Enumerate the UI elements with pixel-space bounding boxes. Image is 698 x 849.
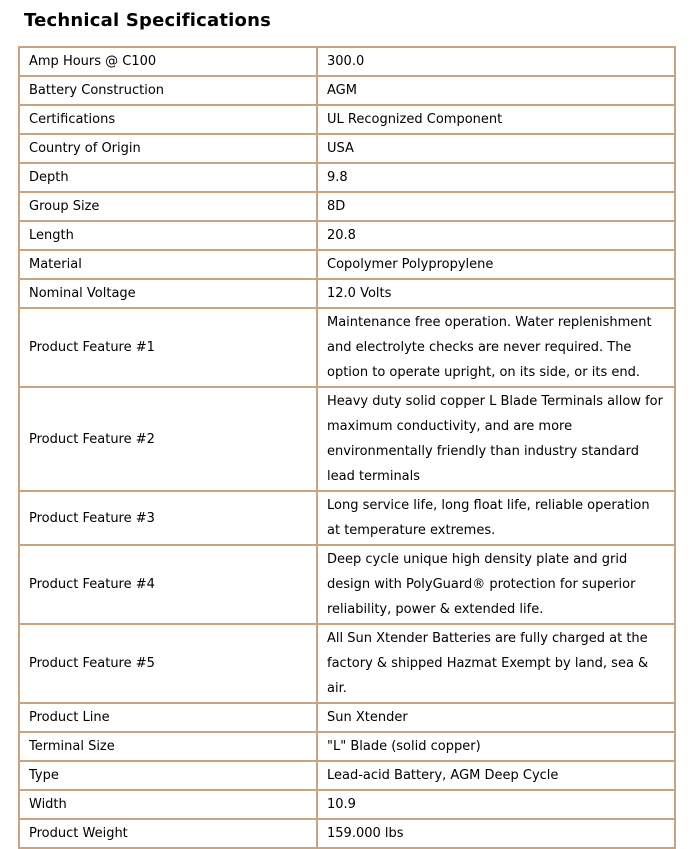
spec-label-cell: Product Weight: [19, 819, 317, 848]
table-row: [19, 76, 675, 105]
specs-table: [18, 46, 676, 849]
spec-label-cell: Battery Construction: [19, 76, 317, 105]
table-row: [19, 47, 675, 76]
table-row: [19, 279, 675, 308]
table-row: [19, 732, 675, 761]
table-row: [19, 250, 675, 279]
spec-label-cell: Type: [19, 761, 317, 790]
spec-label-cell: Product Feature #1: [19, 308, 317, 387]
table-row: [19, 163, 675, 192]
spec-value-cell: 159.000 lbs: [317, 819, 675, 848]
spec-label-cell: Nominal Voltage: [19, 279, 317, 308]
spec-value-cell: USA: [317, 134, 675, 163]
table-row: [19, 819, 675, 848]
spec-value-cell: 300.0: [317, 47, 675, 76]
table-row: [19, 703, 675, 732]
specs-table-body: [19, 47, 675, 848]
spec-value-cell: Sun Xtender: [317, 703, 675, 732]
table-row: [19, 761, 675, 790]
spec-label-cell: Depth: [19, 163, 317, 192]
page-title: Technical Specifications: [24, 10, 272, 31]
spec-value-cell: UL Recognized Component: [317, 105, 675, 134]
spec-label-cell: Length: [19, 221, 317, 250]
table-row: [19, 105, 675, 134]
spec-label-cell: Product Feature #5: [19, 624, 317, 703]
table-row: [19, 308, 675, 387]
spec-value-cell: 12.0 Volts: [317, 279, 675, 308]
spec-value-cell: 10.9: [317, 790, 675, 819]
spec-label-cell: Country of Origin: [19, 134, 317, 163]
spec-label-cell: Material: [19, 250, 317, 279]
spec-label-cell: Width: [19, 790, 317, 819]
spec-value-cell: Long service life, long float life, reliable operation at temperature extremes.: [317, 491, 675, 545]
spec-label-cell: Product Line: [19, 703, 317, 732]
table-row: [19, 221, 675, 250]
spec-label-cell: Group Size: [19, 192, 317, 221]
spec-value-cell: All Sun Xtender Batteries are fully charged at the factory & shipped Hazmat Exempt by land, sea & air.: [317, 624, 675, 703]
spec-label-cell: Product Feature #3: [19, 491, 317, 545]
spec-value-cell: 8D: [317, 192, 675, 221]
table-row: [19, 491, 675, 545]
table-row: [19, 545, 675, 624]
spec-value-cell: "L" Blade (solid copper): [317, 732, 675, 761]
spec-value-cell: Lead-acid Battery, AGM Deep Cycle: [317, 761, 675, 790]
spec-label-cell: Product Feature #4: [19, 545, 317, 624]
spec-value-cell: Heavy duty solid copper L Blade Terminals allow for maximum conductivity, and are more environmentally friendly than industry standard lead terminals: [317, 387, 675, 491]
spec-label-cell: Amp Hours @ C100: [19, 47, 317, 76]
spec-value-cell: 20.8: [317, 221, 675, 250]
spec-label-cell: Certifications: [19, 105, 317, 134]
spec-label-cell: Product Feature #2: [19, 387, 317, 491]
table-row: [19, 134, 675, 163]
table-row: [19, 387, 675, 491]
spec-value-cell: Copolymer Polypropylene: [317, 250, 675, 279]
spec-value-cell: Deep cycle unique high density plate and grid design with PolyGuard® protection for superior reliability, power & extended life.: [317, 545, 675, 624]
spec-value-cell: 9.8: [317, 163, 675, 192]
table-row: [19, 192, 675, 221]
table-row: [19, 624, 675, 703]
spec-label-cell: Terminal Size: [19, 732, 317, 761]
spec-value-cell: AGM: [317, 76, 675, 105]
spec-value-cell: Maintenance free operation. Water replenishment and electrolyte checks are never required. The option to operate upright, on its side, or its end.: [317, 308, 675, 387]
